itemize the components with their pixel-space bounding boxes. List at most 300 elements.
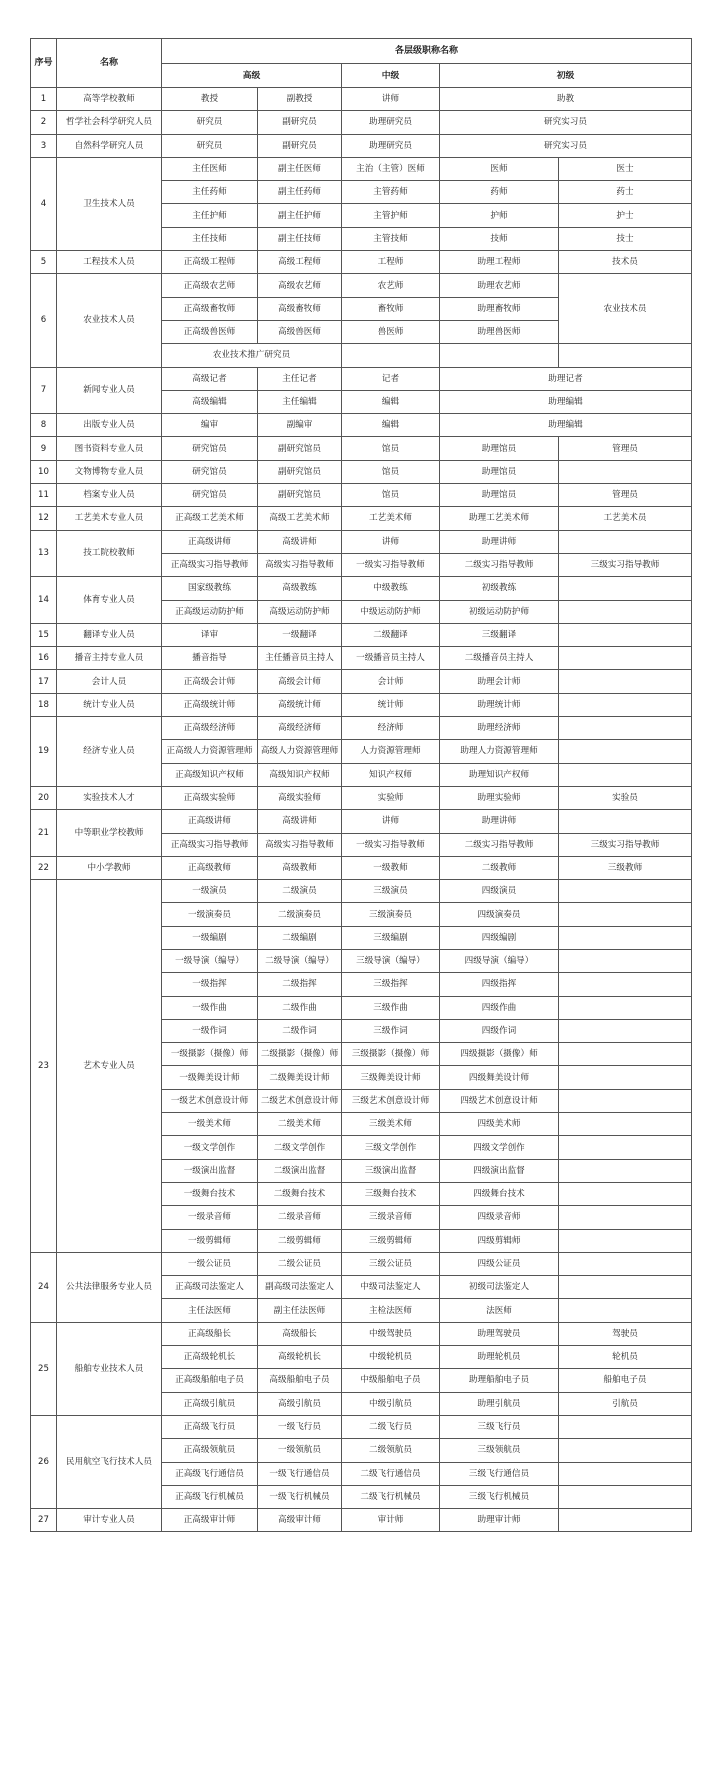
table-cell: 一级作词 xyxy=(162,1019,258,1042)
table-row xyxy=(31,717,692,740)
table-cell: 记者 xyxy=(342,367,440,390)
table-cell: 副高级司法鉴定人 xyxy=(258,1276,342,1299)
table-cell: 5 xyxy=(31,251,57,274)
table-cell: 高级知识产权师 xyxy=(258,763,342,786)
table-cell: 助理讲师 xyxy=(440,810,559,833)
table-cell: 一级播音员主持人 xyxy=(342,647,440,670)
table-cell: 会计师 xyxy=(342,670,440,693)
header-junior: 初级 xyxy=(440,64,692,88)
table-cell: 副研究馆员 xyxy=(258,484,342,507)
table-cell: 助理经济师 xyxy=(440,717,559,740)
table-cell xyxy=(559,693,692,716)
table-cell xyxy=(559,344,692,367)
table-cell: 主任编辑 xyxy=(258,390,342,413)
table-cell: 审计师 xyxy=(342,1509,440,1532)
table-cell: 实验师 xyxy=(342,786,440,809)
table-row xyxy=(31,507,692,530)
table-cell: 正高级实习指导教师 xyxy=(162,833,258,856)
table-cell: 一级演出监督 xyxy=(162,1159,258,1182)
table-cell xyxy=(559,1299,692,1322)
table-cell: 副主任法医师 xyxy=(258,1299,342,1322)
table-cell: 三级剪辑师 xyxy=(342,1229,440,1252)
table-cell: 一级领航员 xyxy=(258,1439,342,1462)
table-cell xyxy=(559,740,692,763)
table-cell: 技术员 xyxy=(559,251,692,274)
table-row xyxy=(31,437,692,460)
table-cell: 三级作词 xyxy=(342,1019,440,1042)
table-cell: 二级实习指导教师 xyxy=(440,553,559,576)
table-cell: 二级剪辑师 xyxy=(258,1229,342,1252)
table-cell: 一级文学创作 xyxy=(162,1136,258,1159)
table-cell: 管理员 xyxy=(559,437,692,460)
table-cell: 四级作词 xyxy=(440,1019,559,1042)
table-cell: 技士 xyxy=(559,227,692,250)
table-cell: 高级教练 xyxy=(258,577,342,600)
header-group: 各层级职称名称 xyxy=(162,39,692,64)
table-cell: 一级演奏员 xyxy=(162,903,258,926)
table-cell: 四级编剧 xyxy=(440,926,559,949)
table-cell xyxy=(559,670,692,693)
table-cell: 17 xyxy=(31,670,57,693)
table-cell: 二级指挥 xyxy=(258,973,342,996)
table-cell: 高级工程师 xyxy=(258,251,342,274)
table-cell: 副研究馆员 xyxy=(258,437,342,460)
table-cell: 助教 xyxy=(440,88,692,111)
table-cell: 三级演出监督 xyxy=(342,1159,440,1182)
table-cell: 护师 xyxy=(440,204,559,227)
table-cell: 高级记者 xyxy=(162,367,258,390)
table-cell: 三级翻译 xyxy=(440,623,559,646)
table-cell: 一级飞行员 xyxy=(258,1415,342,1438)
table-cell xyxy=(559,1113,692,1136)
table-cell: 高级兽医师 xyxy=(258,320,342,343)
table-cell: 助理馆员 xyxy=(440,437,559,460)
table-cell: 二级飞行机械员 xyxy=(342,1485,440,1508)
table-cell: 四级摄影（摄像）师 xyxy=(440,1043,559,1066)
table-row xyxy=(31,367,692,390)
table-cell: 知识产权师 xyxy=(342,763,440,786)
table-cell: 一级实习指导教师 xyxy=(342,553,440,576)
header-row-1 xyxy=(31,39,692,64)
table-cell: 自然科学研究人员 xyxy=(57,134,162,157)
table-cell: 4 xyxy=(31,157,57,250)
table-cell: 船舶专业技术人员 xyxy=(57,1322,162,1415)
table-cell xyxy=(440,344,559,367)
table-body xyxy=(31,88,692,1532)
table-cell: 四级公证员 xyxy=(440,1252,559,1275)
table-cell: 新闻专业人员 xyxy=(57,367,162,414)
table-cell: 二级文学创作 xyxy=(258,1136,342,1159)
header-senior: 高级 xyxy=(162,64,342,88)
table-cell: 二级演员 xyxy=(258,880,342,903)
table-cell: 三级作曲 xyxy=(342,996,440,1019)
table-cell: 高级审计师 xyxy=(258,1509,342,1532)
table-row xyxy=(31,880,692,903)
table-cell: 馆员 xyxy=(342,437,440,460)
table-cell: 主任医师 xyxy=(162,157,258,180)
table-cell: 助理工程师 xyxy=(440,251,559,274)
table-cell: 正高级船长 xyxy=(162,1322,258,1345)
table-cell: 研究馆员 xyxy=(162,484,258,507)
table-cell: 四级演员 xyxy=(440,880,559,903)
table-cell: 编辑 xyxy=(342,390,440,413)
table-cell: 一级作曲 xyxy=(162,996,258,1019)
table-cell: 中级教练 xyxy=(342,577,440,600)
table-cell: 播音主持专业人员 xyxy=(57,647,162,670)
table-cell: 中级运动防护师 xyxy=(342,600,440,623)
table-cell: 正高级讲师 xyxy=(162,530,258,553)
table-cell: 助理农艺师 xyxy=(440,274,559,297)
table-row xyxy=(31,460,692,483)
table-cell: 二级导演（编导） xyxy=(258,949,342,972)
table-cell: 高级会计师 xyxy=(258,670,342,693)
table-cell: 主任法医师 xyxy=(162,1299,258,1322)
table-cell: 三级编剧 xyxy=(342,926,440,949)
table-cell: 二级领航员 xyxy=(342,1439,440,1462)
table-cell: 10 xyxy=(31,460,57,483)
table-cell: 三级飞行通信员 xyxy=(440,1462,559,1485)
table-cell: 中级船舶电子员 xyxy=(342,1369,440,1392)
table-cell: 正高级工程师 xyxy=(162,251,258,274)
table-cell xyxy=(559,1043,692,1066)
table-cell xyxy=(559,1276,692,1299)
table-cell: 助理编辑 xyxy=(440,390,692,413)
table-row xyxy=(31,786,692,809)
table-cell: 高级工艺美术师 xyxy=(258,507,342,530)
table-cell: 16 xyxy=(31,647,57,670)
table-cell: 主管技师 xyxy=(342,227,440,250)
table-cell: 农业技术人员 xyxy=(57,274,162,367)
title-table xyxy=(30,38,692,1532)
table-cell: 民用航空飞行技术人员 xyxy=(57,1415,162,1508)
table-cell: 助理实验师 xyxy=(440,786,559,809)
table-cell: 国家级教练 xyxy=(162,577,258,600)
table-cell xyxy=(559,1252,692,1275)
table-row xyxy=(31,623,692,646)
table-cell: 四级录音师 xyxy=(440,1206,559,1229)
table-cell: 正高级讲师 xyxy=(162,810,258,833)
table-cell: 中小学教师 xyxy=(57,856,162,879)
table-cell: 法医师 xyxy=(440,1299,559,1322)
table-cell: 主任护师 xyxy=(162,204,258,227)
table-cell xyxy=(559,763,692,786)
table-cell: 初级运动防护师 xyxy=(440,600,559,623)
table-cell: 助理研究员 xyxy=(342,134,440,157)
table-cell: 翻译专业人员 xyxy=(57,623,162,646)
table-cell: 一级编剧 xyxy=(162,926,258,949)
table-cell xyxy=(559,717,692,740)
table-cell: 高级实验师 xyxy=(258,786,342,809)
table-cell: 12 xyxy=(31,507,57,530)
table-cell: 馆员 xyxy=(342,484,440,507)
table-cell: 二级演奏员 xyxy=(258,903,342,926)
header-middle: 中级 xyxy=(342,64,440,88)
table-cell: 二级作词 xyxy=(258,1019,342,1042)
table-cell: 四级导演（编导） xyxy=(440,949,559,972)
table-cell: 会计人员 xyxy=(57,670,162,693)
table-cell: 研究员 xyxy=(162,111,258,134)
table-cell: 主任技师 xyxy=(162,227,258,250)
table-cell: 正高级轮机长 xyxy=(162,1346,258,1369)
table-cell: 技师 xyxy=(440,227,559,250)
table-cell: 高级农艺师 xyxy=(258,274,342,297)
table-cell: 二级作曲 xyxy=(258,996,342,1019)
table-cell: 副主任护师 xyxy=(258,204,342,227)
table-cell: 主治（主管）医师 xyxy=(342,157,440,180)
table-cell: 中等职业学校教师 xyxy=(57,810,162,857)
table-cell: 助理会计师 xyxy=(440,670,559,693)
table-cell: 实验员 xyxy=(559,786,692,809)
table-cell: 三级舞台技术 xyxy=(342,1182,440,1205)
table-cell: 副主任医师 xyxy=(258,157,342,180)
table-cell: 哲学社会科学研究人员 xyxy=(57,111,162,134)
table-cell: 工程技术人员 xyxy=(57,251,162,274)
table-cell: 主管药师 xyxy=(342,181,440,204)
table-cell: 研究员 xyxy=(162,134,258,157)
table-cell: 20 xyxy=(31,786,57,809)
table-row xyxy=(31,856,692,879)
table-cell: 高级轮机长 xyxy=(258,1346,342,1369)
table-cell: 3 xyxy=(31,134,57,157)
table-cell: 助理记者 xyxy=(440,367,692,390)
table-cell: 高级人力资源管理师 xyxy=(258,740,342,763)
table-cell: 四级艺术创意设计师 xyxy=(440,1089,559,1112)
table-cell: 研究馆员 xyxy=(162,437,258,460)
table-cell: 二级摄影（摄像）师 xyxy=(258,1043,342,1066)
table-cell: 三级演员 xyxy=(342,880,440,903)
table-cell: 中级轮机员 xyxy=(342,1346,440,1369)
table-cell: 高级船长 xyxy=(258,1322,342,1345)
table-cell: 工程师 xyxy=(342,251,440,274)
table-cell: 正高级教师 xyxy=(162,856,258,879)
table-cell: 一级美术师 xyxy=(162,1113,258,1136)
table-row xyxy=(31,577,692,600)
table-cell: 三级实习指导教师 xyxy=(559,833,692,856)
table-cell: 二级播音员主持人 xyxy=(440,647,559,670)
table-row xyxy=(31,274,692,297)
table-cell: 11 xyxy=(31,484,57,507)
table-cell: 助理馆员 xyxy=(440,460,559,483)
table-cell xyxy=(559,810,692,833)
table-cell: 26 xyxy=(31,1415,57,1508)
table-cell: 三级领航员 xyxy=(440,1439,559,1462)
table-cell xyxy=(559,1439,692,1462)
table-row xyxy=(31,693,692,716)
table-cell: 文物博物专业人员 xyxy=(57,460,162,483)
table-cell: 三级导演（编导） xyxy=(342,949,440,972)
table-cell xyxy=(559,1182,692,1205)
table-cell: 中级驾驶员 xyxy=(342,1322,440,1345)
table-cell: 研究实习员 xyxy=(440,134,692,157)
table-cell: 四级演奏员 xyxy=(440,903,559,926)
table-cell: 高级实习指导教师 xyxy=(258,833,342,856)
table-cell: 一级摄影（摄像）师 xyxy=(162,1043,258,1066)
table-cell: 档案专业人员 xyxy=(57,484,162,507)
table-cell: 正高级畜牧师 xyxy=(162,297,258,320)
table-cell: 三级美术师 xyxy=(342,1113,440,1136)
table-cell: 主任播音员主持人 xyxy=(258,647,342,670)
table-cell: 二级舞美设计师 xyxy=(258,1066,342,1089)
table-cell: 研究实习员 xyxy=(440,111,692,134)
table-cell: 四级剪辑师 xyxy=(440,1229,559,1252)
table-cell: 图书资料专业人员 xyxy=(57,437,162,460)
table-cell: 高级统计师 xyxy=(258,693,342,716)
table-cell: 人力资源管理师 xyxy=(342,740,440,763)
table-cell: 四级美术师 xyxy=(440,1113,559,1136)
table-cell: 高级船舶电子员 xyxy=(258,1369,342,1392)
table-cell xyxy=(559,880,692,903)
table-cell: 三级公证员 xyxy=(342,1252,440,1275)
table-cell: 一级舞台技术 xyxy=(162,1182,258,1205)
table-cell: 高级实习指导教师 xyxy=(258,553,342,576)
table-cell: 正高级农艺师 xyxy=(162,274,258,297)
table-cell xyxy=(559,1136,692,1159)
table-cell: 三级实习指导教师 xyxy=(559,553,692,576)
table-cell: 四级作曲 xyxy=(440,996,559,1019)
table-cell: 正高级经济师 xyxy=(162,717,258,740)
table-cell: 一级剪辑师 xyxy=(162,1229,258,1252)
table-cell: 教授 xyxy=(162,88,258,111)
table-row xyxy=(31,1509,692,1532)
table-cell: 医师 xyxy=(440,157,559,180)
table-cell: 助理编辑 xyxy=(440,414,692,437)
table-cell: 25 xyxy=(31,1322,57,1415)
table-cell xyxy=(559,1206,692,1229)
table-cell: 23 xyxy=(31,880,57,1253)
table-cell: 一级飞行机械员 xyxy=(258,1485,342,1508)
header-name: 名称 xyxy=(57,39,162,88)
table-cell: 农艺师 xyxy=(342,274,440,297)
table-cell: 助理讲师 xyxy=(440,530,559,553)
table-cell: 二级翻译 xyxy=(342,623,440,646)
table-cell: 高等学校教师 xyxy=(57,88,162,111)
table-cell: 管理员 xyxy=(559,484,692,507)
table-cell: 正高级领航员 xyxy=(162,1439,258,1462)
table-cell: 助理驾驶员 xyxy=(440,1322,559,1345)
table-cell xyxy=(559,1485,692,1508)
table-cell: 四级指挥 xyxy=(440,973,559,996)
table-cell: 一级舞美设计师 xyxy=(162,1066,258,1089)
table-cell: 一级实习指导教师 xyxy=(342,833,440,856)
table-cell: 初级司法鉴定人 xyxy=(440,1276,559,1299)
table-cell: 2 xyxy=(31,111,57,134)
table-cell: 轮机员 xyxy=(559,1346,692,1369)
table-row xyxy=(31,134,692,157)
table-cell: 高级经济师 xyxy=(258,717,342,740)
table-cell: 助理畜牧师 xyxy=(440,297,559,320)
table-cell: 兽医师 xyxy=(342,320,440,343)
table-cell: 三级飞行员 xyxy=(440,1415,559,1438)
table-cell: 13 xyxy=(31,530,57,577)
table-cell: 正高级人力资源管理师 xyxy=(162,740,258,763)
table-cell: 工艺美术专业人员 xyxy=(57,507,162,530)
table-cell: 讲师 xyxy=(342,88,440,111)
table-cell: 正高级引航员 xyxy=(162,1392,258,1415)
table-cell: 正高级实习指导教师 xyxy=(162,553,258,576)
table-cell: 医士 xyxy=(559,157,692,180)
table-cell: 技工院校教师 xyxy=(57,530,162,577)
table-cell: 统计师 xyxy=(342,693,440,716)
table-cell: 一级飞行通信员 xyxy=(258,1462,342,1485)
table-row xyxy=(31,484,692,507)
table-cell: 播音指导 xyxy=(162,647,258,670)
table-cell xyxy=(559,1159,692,1182)
table-cell: 引航员 xyxy=(559,1392,692,1415)
table-cell: 二级艺术创意设计师 xyxy=(258,1089,342,1112)
table-cell: 7 xyxy=(31,367,57,414)
table-cell xyxy=(559,460,692,483)
table-row xyxy=(31,1415,692,1438)
table-cell: 二级舞台技术 xyxy=(258,1182,342,1205)
table-cell: 高级讲师 xyxy=(258,530,342,553)
table-cell: 正高级统计师 xyxy=(162,693,258,716)
table-cell: 工艺美术员 xyxy=(559,507,692,530)
table-cell: 三级文学创作 xyxy=(342,1136,440,1159)
table-cell: 馆员 xyxy=(342,460,440,483)
table-cell: 畜牧师 xyxy=(342,297,440,320)
table-cell: 19 xyxy=(31,717,57,787)
table-cell: 农业技术员 xyxy=(559,274,692,344)
table-cell: 三级指挥 xyxy=(342,973,440,996)
table-cell: 一级录音师 xyxy=(162,1206,258,1229)
table-cell: 一级教师 xyxy=(342,856,440,879)
table-cell: 农业技术推广研究员 xyxy=(162,344,342,367)
table-cell xyxy=(559,623,692,646)
table-cell: 二级美术师 xyxy=(258,1113,342,1136)
table-cell: 助理知识产权师 xyxy=(440,763,559,786)
table-cell: 主任药师 xyxy=(162,181,258,204)
table-cell xyxy=(559,1509,692,1532)
table-cell: 中级司法鉴定人 xyxy=(342,1276,440,1299)
table-cell: 高级编辑 xyxy=(162,390,258,413)
table-cell: 三级舞美设计师 xyxy=(342,1066,440,1089)
table-cell: 正高级审计师 xyxy=(162,1509,258,1532)
table-cell: 一级公证员 xyxy=(162,1252,258,1275)
table-cell: 四级舞台技术 xyxy=(440,1182,559,1205)
table-cell: 正高级实验师 xyxy=(162,786,258,809)
table-cell xyxy=(559,530,692,553)
table-cell: 三级教师 xyxy=(559,856,692,879)
table-cell: 讲师 xyxy=(342,810,440,833)
table-cell: 9 xyxy=(31,437,57,460)
table-cell: 中级引航员 xyxy=(342,1392,440,1415)
table-cell: 药师 xyxy=(440,181,559,204)
table-cell: 二级飞行通信员 xyxy=(342,1462,440,1485)
table-cell: 正高级会计师 xyxy=(162,670,258,693)
table-row xyxy=(31,530,692,553)
table-cell: 船舶电子员 xyxy=(559,1369,692,1392)
table-row xyxy=(31,810,692,833)
table-cell: 副研究员 xyxy=(258,111,342,134)
table-cell xyxy=(559,577,692,600)
table-cell: 一级演员 xyxy=(162,880,258,903)
table-cell: 讲师 xyxy=(342,530,440,553)
table-cell: 21 xyxy=(31,810,57,857)
table-cell: 高级运动防护师 xyxy=(258,600,342,623)
table-cell: 18 xyxy=(31,693,57,716)
table-cell: 主管护师 xyxy=(342,204,440,227)
table-cell: 三级录音师 xyxy=(342,1206,440,1229)
table-cell xyxy=(559,1229,692,1252)
table-cell: 三级摄影（摄像）师 xyxy=(342,1043,440,1066)
table-cell xyxy=(559,1415,692,1438)
table-cell: 1 xyxy=(31,88,57,111)
table-cell: 二级公证员 xyxy=(258,1252,342,1275)
table-cell xyxy=(559,1089,692,1112)
table-cell: 三级飞行机械员 xyxy=(440,1485,559,1508)
table-cell: 出版专业人员 xyxy=(57,414,162,437)
table-cell xyxy=(559,1462,692,1485)
